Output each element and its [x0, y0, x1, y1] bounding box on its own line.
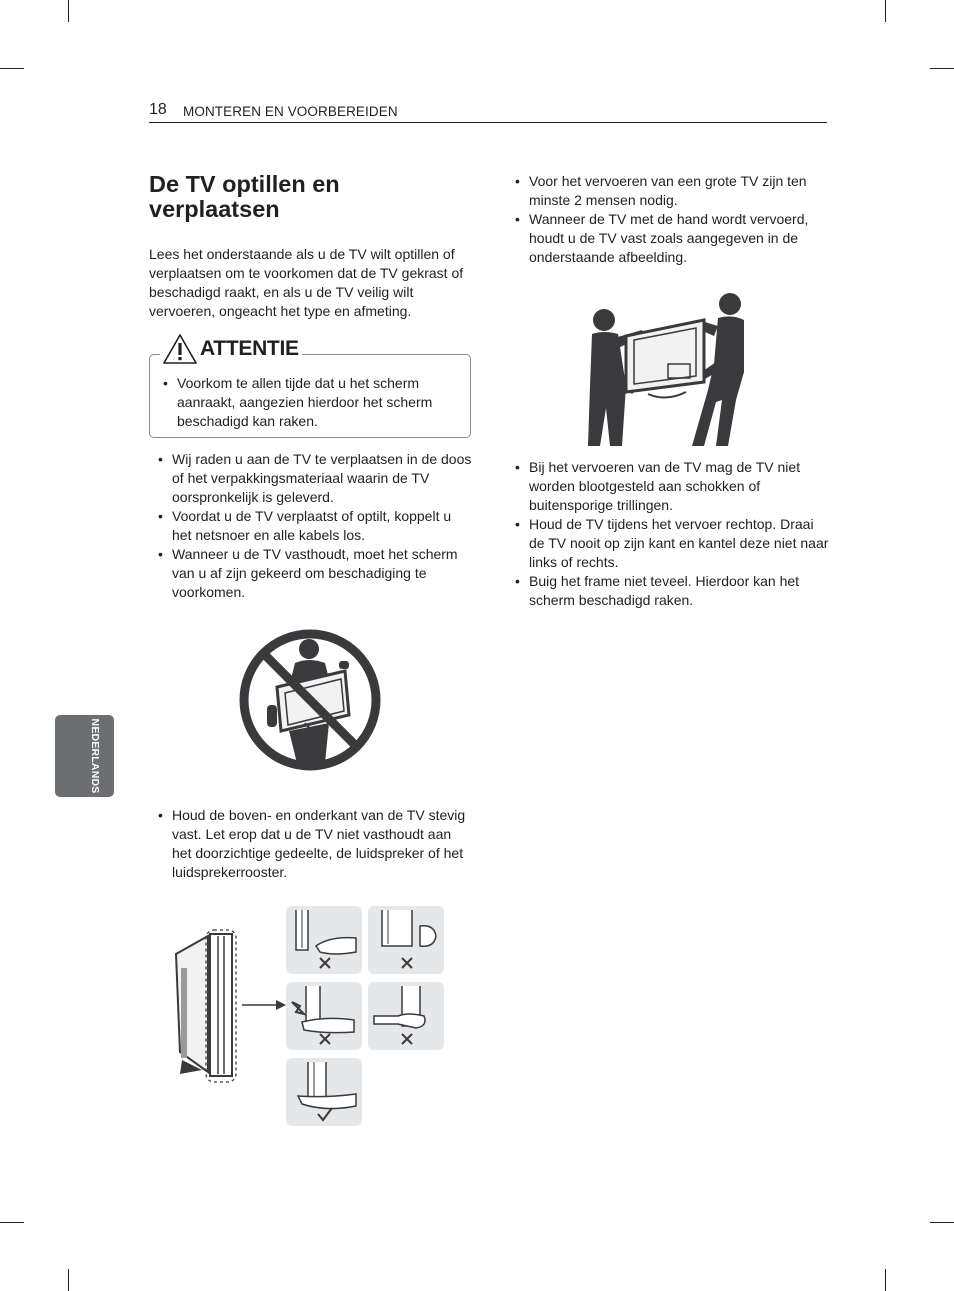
crop-mark [0, 1222, 24, 1223]
page-title: De TV optillen en verplaatsen [149, 171, 340, 222]
attention-title: ATTENTIE [200, 337, 299, 360]
tv-side-illustration [172, 928, 244, 1084]
page-number: 18 [149, 101, 167, 118]
crop-mark [68, 0, 69, 22]
list-item: • Voorkom te allen tijde dat u het scherm aanraakt, aangezien hierdoor het scherm beschadigd kan raken. [157, 374, 457, 431]
left-bullet-list-2 [152, 806, 474, 882]
list-item: • Voor het vervoeren van een grote TV zijn ten minste 2 mensen nodig. [509, 172, 829, 210]
grip-tile-wrong-4 [368, 982, 444, 1050]
attention-header [160, 333, 302, 365]
intro-paragraph: Lees het onderstaande als u de TV wilt optillen of verplaatsen om te voorkomen dat de TV gekrast of beschadigd raakt, en als u de TV veilig wilt vervoeren, ongeacht het type en afmeting. [149, 246, 464, 319]
right-bullet-list-2 [509, 458, 829, 610]
section-title: MONTEREN EN VOORBEREIDEN [183, 104, 398, 119]
left-bullet-list-1 [152, 450, 474, 602]
language-tab-label: NEDERLANDS [89, 718, 101, 794]
crop-mark [930, 68, 954, 69]
page-header [149, 100, 827, 123]
list-item: • Bij het vervoeren van de TV mag de TV niet worden blootgesteld aan schokken of buitensporige trillingen. [509, 458, 829, 515]
crop-mark [885, 1269, 886, 1291]
right-bullet-list-1 [509, 172, 829, 267]
list-item: • Wanneer de TV met de hand wordt vervoerd, houdt u de TV vast zoals aangegeven in de onderstaande afbeelding. [509, 210, 829, 267]
list-item: • Buig het frame niet teveel. Hierdoor kan het scherm beschadigd raken. [509, 572, 829, 610]
grip-tile-correct [286, 1058, 362, 1126]
two-person-carry-illustration [586, 290, 748, 448]
crop-mark [0, 68, 24, 69]
prohibited-icon [237, 627, 383, 773]
grip-tile-wrong-3 [286, 982, 362, 1050]
list-item: • Houd de TV tijdens het vervoer rechtop. Draai de TV nooit op zijn kant en kantel deze niet naar links of rechts. [509, 515, 829, 572]
crop-mark [68, 1269, 69, 1291]
grip-tile-wrong-2 [368, 906, 444, 974]
grip-tile-wrong-1 [286, 906, 362, 974]
language-tab [55, 715, 114, 797]
warning-triangle-icon [163, 334, 197, 364]
crop-mark [930, 1222, 954, 1223]
list-item: • Wanneer u de TV vasthoudt, moet het scherm van u af zijn gekeerd om beschadiging te voorkomen. [152, 545, 474, 602]
crop-mark [885, 0, 886, 22]
arrow-icon [240, 998, 288, 1012]
attention-list [157, 374, 457, 431]
list-item: • Wij raden u aan de TV te verplaatsen in de doos of het verpakkingsmateriaal waarin de TV oorspronkelijk is geleverd. [152, 450, 474, 507]
list-item: • Voordat u de TV verplaatst of optilt, koppelt u het netsnoer en alle kabels los. [152, 507, 474, 545]
list-item: • Houd de boven- en onderkant van de TV stevig vast. Let erop dat u de TV niet vasthoudt aan het doorzichtige gedeelte, de luidspreker of het luidsprekerrooster. [152, 806, 474, 882]
